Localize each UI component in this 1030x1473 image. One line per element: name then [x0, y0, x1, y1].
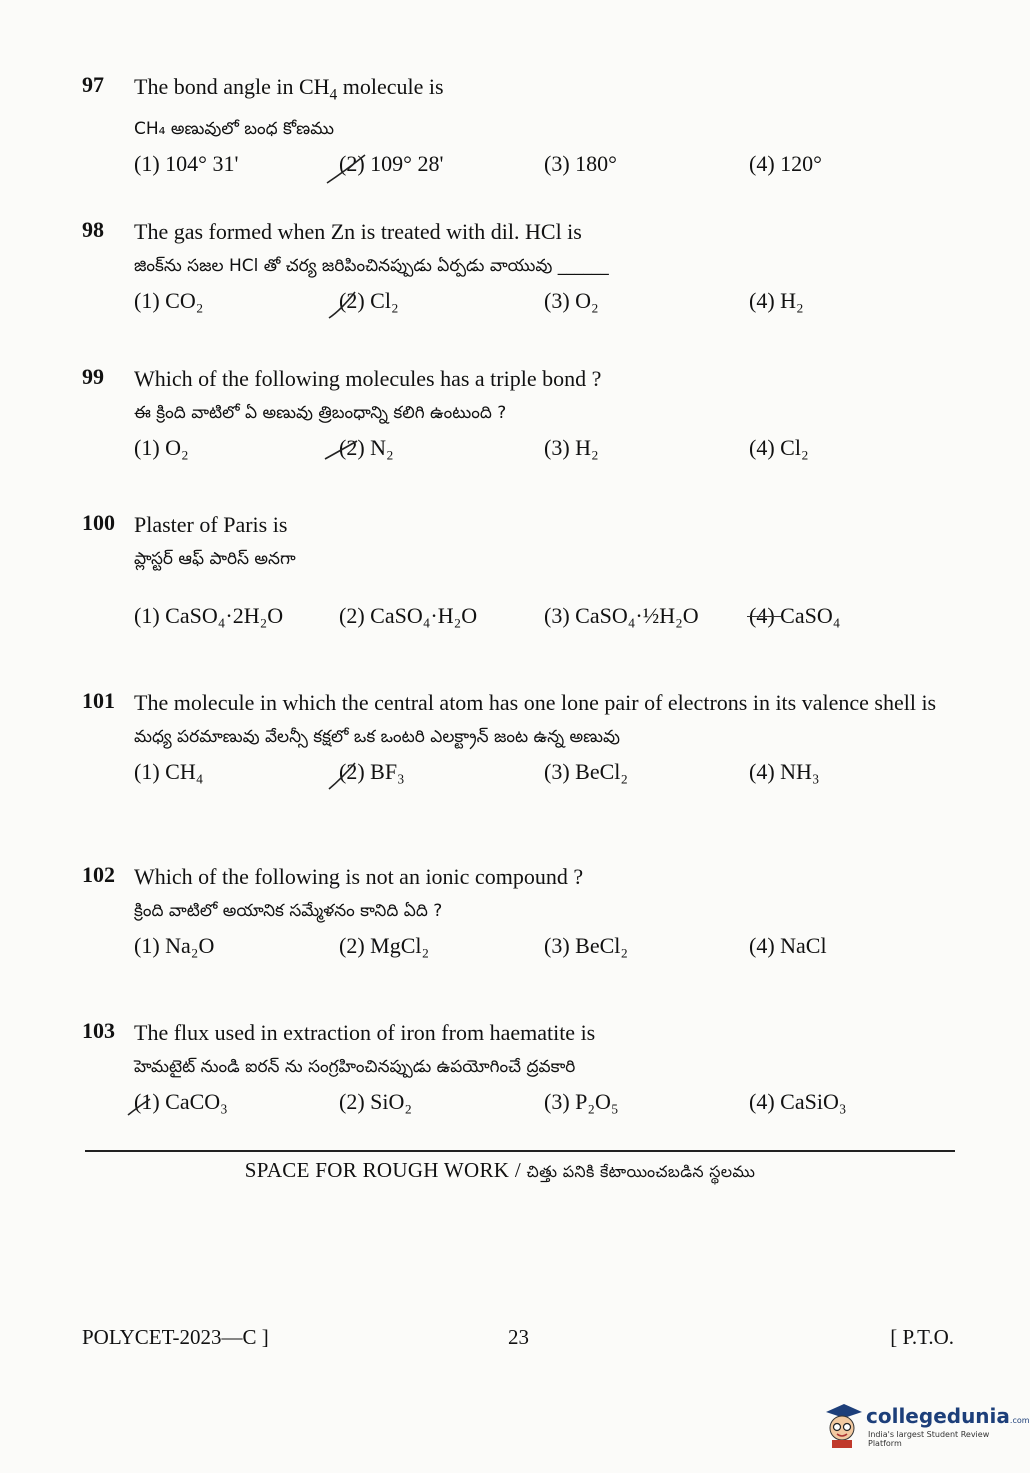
question-text-telugu: క్రింది వాటిలో అయానిక సమ్మేళనం కానిది ఏది ?: [134, 901, 443, 921]
question-text: The gas formed when Zn is treated with dil. HCl is: [134, 219, 582, 244]
option-4[interactable]: (4) NH₃: [749, 759, 820, 784]
option-2[interactable]: (2) MgCl₂: [339, 933, 430, 958]
collegedunia-watermark: [822, 1402, 1030, 1450]
pto-label: [ P.T.O.: [890, 1325, 954, 1349]
option-1[interactable]: (1) CH₄: [134, 759, 204, 784]
option-2[interactable]: (2) Cl₂: [339, 288, 399, 314]
question-text: Which of the following is not an ionic compound ?: [134, 864, 584, 889]
options-row: [134, 1089, 962, 1123]
option-4[interactable]: (4) NaCl: [749, 933, 827, 958]
brand-name: collegedunia.com: [866, 1404, 1030, 1428]
option-4[interactable]: (4) CaSiO₃: [749, 1089, 847, 1114]
question-number: 97: [82, 72, 104, 97]
option-1[interactable]: (1) CaCO₃: [134, 1089, 228, 1115]
brand-tagline: India's largest Student Review Platform: [868, 1430, 990, 1448]
option-3[interactable]: (3) 180°: [544, 151, 617, 177]
question-text-telugu: ఈ క్రింది వాటిలో ఏ అణువు త్రిబంధాన్ని కలిగి ఉంటుంది ?: [134, 403, 507, 423]
question-text-telugu: ప్లాస్టర్ ఆఫ్ పారిస్ అనగా: [134, 549, 296, 569]
question-99: [82, 364, 962, 469]
option-3[interactable]: (3) P₂O₅: [544, 1089, 619, 1114]
question-text: Plaster of Paris is: [134, 512, 288, 537]
question-text-telugu: హెమటైట్ నుండి ఐరన్ ను సంగ్రహించినప్పుడు ఉపయోగించే ద్రవకారి: [134, 1057, 576, 1077]
option-3[interactable]: (3) CaSO₄·½H₂O: [544, 603, 699, 628]
option-1[interactable]: (1) O₂: [134, 435, 189, 460]
question-number: 100: [82, 510, 115, 535]
question-103: [82, 1018, 962, 1123]
question-97: [82, 72, 962, 185]
question-text-telugu: మధ్య పరమాణువు వేలన్సీ కక్షలో ఒక ఒంటరి ఎలక్ట్రాన్ జంట ఉన్న అణువు: [134, 727, 620, 747]
question-98: [82, 217, 962, 322]
question-text: The bond angle in $CH_4$ molecule is: [134, 74, 444, 104]
options-row: [134, 435, 962, 469]
option-2[interactable]: (2) N₂: [339, 435, 394, 461]
option-4[interactable]: (4) CaSO₄: [749, 603, 841, 628]
options-row: [134, 933, 962, 967]
question-102: [82, 862, 962, 967]
options-row: [134, 288, 962, 322]
rough-work-heading: SPACE FOR ROUGH WORK / చిత్తు పనికి కేటాయించబడిన స్థలము: [244, 1158, 756, 1182]
option-4[interactable]: (4) Cl₂: [749, 435, 809, 460]
question-text-telugu: CH₄ అణువులో బంధ కోణము: [134, 119, 335, 140]
question-text: The flux used in extraction of iron from haematite is: [134, 1020, 596, 1045]
options-row: [134, 759, 962, 793]
question-number: 101: [82, 688, 115, 713]
question-text: Which of the following molecules has a triple bond ?: [134, 366, 602, 391]
exam-code: POLYCET-2023—C ]: [82, 1325, 269, 1349]
question-number: 102: [82, 862, 115, 887]
option-3[interactable]: (3) H₂: [544, 435, 599, 460]
option-3[interactable]: (3) O₂: [544, 288, 599, 313]
question-101: [82, 688, 962, 793]
option-3[interactable]: (3) BeCl₂: [544, 759, 629, 784]
option-1[interactable]: (1) Na₂O: [134, 933, 215, 958]
question-number: 99: [82, 364, 104, 389]
question-number: 98: [82, 217, 104, 242]
question-number: 103: [82, 1018, 115, 1043]
option-4[interactable]: (4) 120°: [749, 151, 822, 177]
option-4[interactable]: (4) H₂: [749, 288, 804, 313]
options-row: [134, 151, 962, 185]
divider: [85, 1150, 955, 1152]
option-3[interactable]: (3) BeCl₂: [544, 933, 629, 958]
page-number: 23: [508, 1325, 529, 1349]
question-100: [82, 510, 962, 637]
option-1[interactable]: (1) CO₂: [134, 288, 204, 313]
option-2[interactable]: (2) SiO₂: [339, 1089, 413, 1114]
mascot-icon: [822, 1402, 862, 1448]
option-1[interactable]: (1) 104° 31': [134, 151, 239, 177]
option-1[interactable]: (1) CaSO₄·2H₂O: [134, 603, 284, 628]
options-row: [134, 603, 962, 637]
option-2[interactable]: (2) BF₃: [339, 759, 405, 785]
question-text-telugu: జింక్‌ను సజల HCl తో చర్య జరిపించినప్పుడు ఏర్పడు వాయువు ______: [134, 256, 609, 276]
option-2[interactable]: (2) CaSO₄·H₂O: [339, 603, 478, 628]
question-text: The molecule in which the central atom has one lone pair of electrons in its valence shell is: [134, 690, 937, 715]
option-2[interactable]: (2) 109° 28': [339, 151, 443, 177]
